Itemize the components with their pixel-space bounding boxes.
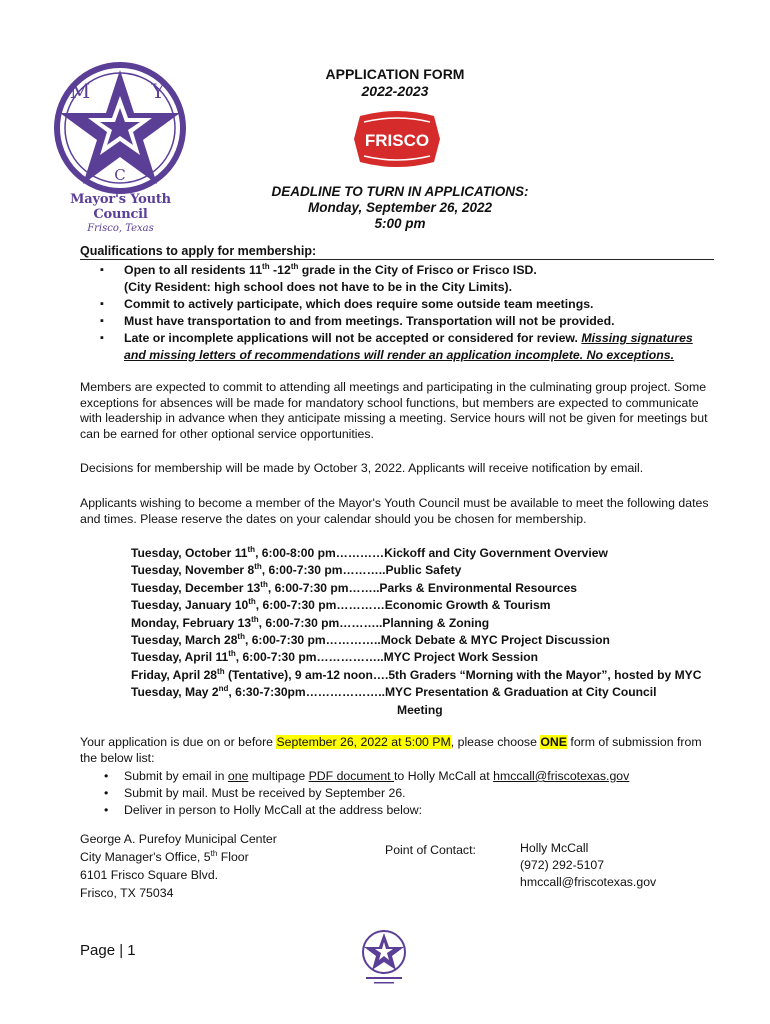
table-row: Tuesday, April 11th, 6:00-7:30 pm……………..MYC Project Work Session	[131, 649, 538, 665]
myc-logo-small	[358, 928, 410, 988]
list-item	[100, 313, 720, 330]
list-item: • Submit by email in one multipage PDF document to Holly McCall at hmccall@friscotexas.gov	[100, 768, 720, 785]
qual-warning: Missing signatures	[581, 331, 693, 345]
form-title: APPLICATION FORM	[325, 66, 465, 82]
address-line: City Manager's Office, 5th Floor	[80, 848, 249, 864]
deadline-date: Monday, September 26, 2022	[307, 200, 493, 215]
submission-text: form of submission from the below list:	[80, 735, 702, 765]
qual-text: -12	[269, 263, 291, 277]
submission-text: Your application is due on or before	[80, 735, 277, 749]
qual-sup: th	[262, 261, 270, 271]
list-item	[100, 296, 720, 313]
logo-name: Mayor's Youth Council	[70, 192, 171, 222]
submission-text: , please choose	[450, 735, 541, 749]
qual-sup: th	[290, 261, 299, 271]
address-line: 6101 Frisco Square Blvd.	[80, 868, 219, 882]
table-row: Tuesday, October 11th, 6:00-8:00 pm…………Kickoff and City Government Overview	[131, 544, 608, 560]
contact-label: Point of Contact:	[385, 843, 476, 857]
frisco-logo	[350, 110, 444, 168]
logo-letter-c: C	[114, 166, 126, 184]
table-row: Tuesday, November 8th, 6:00-7:30 pm………..Public Safety	[131, 562, 462, 578]
submission-intro	[80, 735, 720, 766]
applicants-paragraph: Applicants wishing to become a member of the Mayor's Youth Council must be available to meet the following dates and times. Please reserve the dates on your calendar should you be chosen for membership.	[80, 496, 709, 526]
logo-city: Frisco, Texas	[87, 223, 154, 234]
qual-text: (City Resident: high school does not have to be in the City Limits).	[124, 280, 513, 294]
contact-phone: (972) 292-5107	[520, 858, 605, 872]
table-row: Tuesday, January 10th, 6:00-7:30 pm…………Economic Growth & Tourism	[131, 597, 551, 613]
qual-text: Commit to actively participate, which does require some outside team meetings.	[124, 297, 594, 311]
members-paragraph: Members are expected to commit to attending all meetings and participating in the culminating group project. Some exceptions for absences will be made for mandatory school functions, but members are expected to communicate with leadership in advance when they anticipate missing a meeting. Service hours will not be given for meetings but can be earned for other optional service opportunities.	[80, 380, 708, 441]
contact-email: hmccall@friscotexas.gov	[520, 875, 657, 889]
submission-deadline-highlight: September 26, 2022 at 5:00 PM	[276, 735, 451, 749]
deadline-time: 5:00 pm	[374, 216, 426, 231]
table-row: Meeting	[397, 702, 443, 717]
address-line: George A. Purefoy Municipal Center	[80, 832, 277, 846]
page-number: Page | 1	[80, 942, 136, 959]
list-item	[100, 330, 720, 364]
email-link[interactable]: hmccall@friscotexas.gov	[493, 769, 630, 783]
qual-text: Open to all residents 11	[124, 263, 263, 277]
table-row: Monday, February 13th, 6:00-7:30 pm………..Planning & Zoning	[131, 614, 490, 630]
table-row: Tuesday, May 2nd, 6:30-7:30pm………………..MYC Presentation & Graduation at City Council	[131, 684, 657, 700]
logo-caption	[48, 192, 193, 234]
contact-details	[520, 840, 656, 891]
logo-letter-m: M	[69, 79, 91, 103]
mailing-address	[80, 830, 340, 902]
form-year: 2022-2023	[361, 83, 429, 99]
qualifications-list	[100, 262, 720, 364]
list-item: • Deliver in person to Holly McCall at the address below:	[100, 802, 720, 819]
list-item: • Submit by mail. Must be received by September 26.	[100, 785, 720, 802]
logo-letter-y: Y	[151, 79, 165, 103]
address-line: Frisco, TX 75034	[80, 886, 174, 900]
table-row: Tuesday, December 13th, 6:00-7:30 pm……..Parks & Environmental Resources	[131, 579, 578, 595]
submission-one-highlight: ONE	[540, 735, 567, 749]
deadline-heading: DEADLINE TO TURN IN APPLICATIONS:	[271, 184, 529, 199]
frisco-wordmark: FRISCO	[364, 131, 430, 150]
list-item	[100, 262, 720, 296]
submission-options	[100, 768, 720, 819]
decisions-paragraph: Decisions for membership will be made by October 3, 2022. Applicants will receive notification by email.	[80, 461, 644, 475]
table-row: Friday, April 28th (Tentative), 9 am-12 noon….5th Graders “Morning with the Mayor”, hosted by MYC	[131, 666, 702, 682]
table-row: Tuesday, March 28th, 6:00-7:30 pm…………..Mock Debate & MYC Project Discussion	[131, 632, 610, 648]
qualifications-title: Qualifications to apply for membership:	[80, 244, 714, 260]
qual-text: Late or incomplete applications will not be accepted or considered for review.	[124, 331, 582, 345]
meeting-schedule	[131, 545, 731, 719]
qual-text: grade in the City of Frisco or Frisco ISD.	[298, 263, 537, 277]
deadline-block	[220, 184, 580, 232]
qual-text: Must have transportation to and from meetings. Transportation will not be provided.	[124, 314, 615, 328]
contact-name: Holly McCall	[520, 841, 589, 855]
qual-warning: and missing letters of recommendations will render an application incomplete. No exceptions.	[124, 348, 675, 362]
